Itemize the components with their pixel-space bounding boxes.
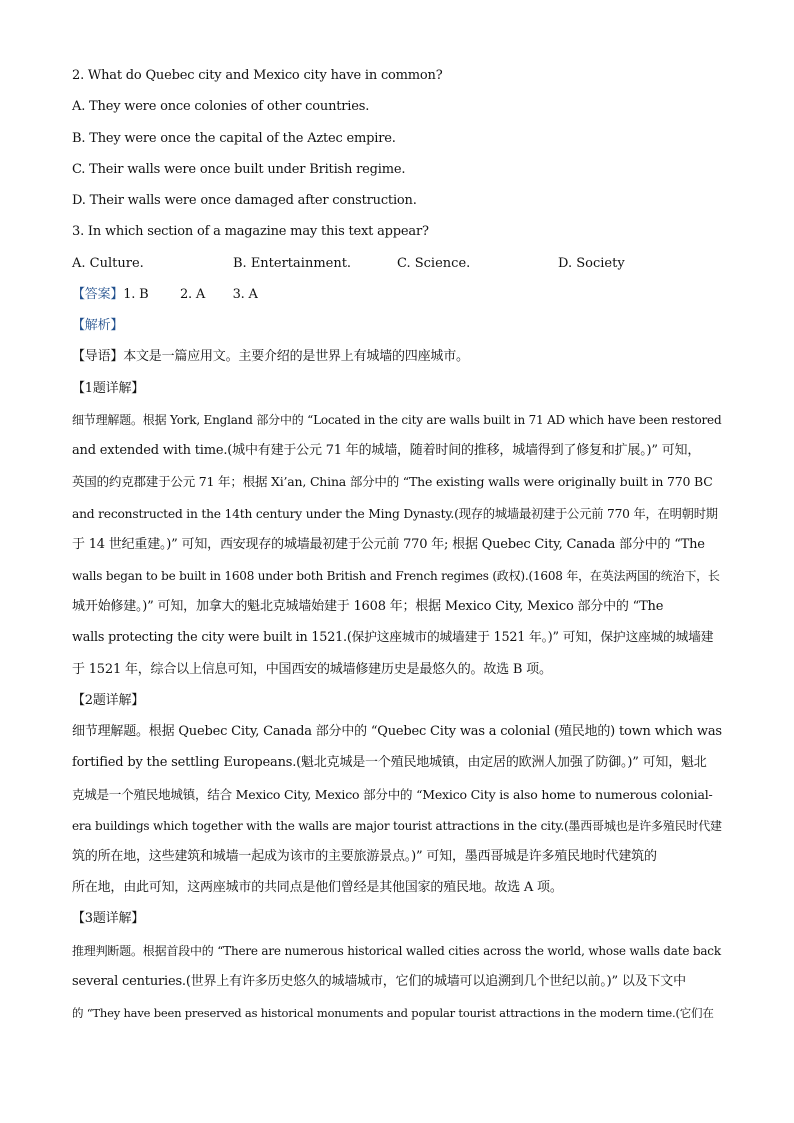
answer-text: 1. B 2. A 3. A: [123, 287, 258, 302]
detail-2-line: fortified by the settling Europeans.(魁北克城是一个殖民地城镇，由定居的欧洲人加强了防御。)” 可知，魁北: [72, 755, 707, 770]
question-3-option-c: C. Science.: [397, 256, 471, 271]
question-3-option-d: D. Society: [558, 256, 625, 271]
detail-1-line: 城开始修建。)” 可知，加拿大的魁北克城墙始建于 1608 年；根据 Mexico City, Mexico 部分中的 “The: [72, 599, 664, 614]
question-3-options: [72, 255, 724, 273]
analysis-label-text: 【解析】: [72, 318, 124, 333]
detail-1-line: 于 14 世纪重建。)” 可知，西安现存的城墙最初建于公元前 770 年; 根据 Quebec City, Canada 部分中的 “The: [72, 537, 705, 552]
detail-2-line: 细节理解题。根据 Quebec City, Canada 部分中的 “Quebec City was a colonial (殖民地的) town which was: [72, 724, 722, 739]
detail-1-heading: 【1题详解】: [72, 381, 145, 396]
detail-1-line: 细节理解题。根据 York, England 部分中的 “Located in the city are walls built in 71 AD which have been restored: [72, 413, 722, 427]
detail-3-line: 推理判断题。根据首段中的 “There are numerous historical walled cities across the world, whose walls date back: [72, 944, 721, 958]
analysis-label: [72, 317, 724, 335]
question-2-stem: 2. What do Quebec city and Mexico city have in common?: [72, 68, 443, 83]
detail-2-line: 克城是一个殖民地城镇，结合 Mexico City, Mexico 部分中的 “Mexico City is also home to numerous colonial-: [72, 787, 713, 802]
detail-3-heading: 【3题详解】: [72, 911, 145, 926]
question-3-stem: 3. In which section of a magazine may this text appear?: [72, 224, 429, 239]
detail-1-line: walls began to be built in 1608 under both British and French regimes (政权).(1608 年，在英法两国的统治下，长: [72, 569, 720, 583]
answer-label: 【答案】: [72, 287, 124, 302]
detail-1-line: 英国的约克郡建于公元 71 年；根据 Xi’an, China 部分中的 “The existing walls were originally built in 770 BC: [72, 474, 713, 489]
detail-3-line: several centuries.(世界上有许多历史悠久的城墙城市，它们的城墙可以追溯到几个世纪以前。)” 以及下文中: [72, 974, 686, 989]
detail-1-line: 于 1521 年，综合以上信息可知，中国西安的城墙修建历史是最悠久的。故选 B 项。: [72, 662, 552, 677]
question-3-option-a: A. Culture.: [72, 256, 144, 271]
question-2-option-a: A. They were once colonies of other countries.: [72, 99, 370, 114]
answer-line: [72, 286, 724, 304]
guide-line: [72, 348, 724, 366]
guide-label: 【导语】: [72, 349, 124, 364]
detail-1-line: walls protecting the city were built in 1521.(保护这座城市的城墙建于 1521 年。)” 可知，保护这座城的城墙建: [72, 630, 714, 645]
question-3-option-b: B. Entertainment.: [233, 256, 352, 271]
detail-2-line: 所在地，由此可知，这两座城市的共同点是他们曾经是其他国家的殖民地。故选 A 项。: [72, 880, 563, 895]
question-2-option-b: B. They were once the capital of the Aztec empire.: [72, 131, 396, 146]
question-2-option-c: C. Their walls were once built under British regime.: [72, 162, 406, 177]
detail-1-line: and reconstructed in the 14th century under the Ming Dynasty.(现存的城墙最初建于公元前 770 年，在明朝时期: [72, 507, 718, 521]
guide-text: 本文是一篇应用文。主要介绍的是世界上有城墙的四座城市。: [123, 349, 469, 364]
detail-1-line: and extended with time.(城中有建于公元 71 年的城墙，随着时间的推移，城墙得到了修复和扩展。)” 可知，: [72, 443, 701, 458]
detail-2-line: 筑的所在地，这些建筑和城墙一起成为该市的主要旅游景点。)” 可知，墨西哥城是许多殖民地时代建筑的: [72, 849, 657, 864]
detail-3-line: 的 “They have been preserved as historical monuments and popular tourist attractions in the modern time.(它们在: [72, 1006, 714, 1020]
detail-2-line: era buildings which together with the walls are major tourist attractions in the city.(墨西哥城也是许多殖民时代建: [72, 819, 722, 833]
question-2-option-d: D. Their walls were once damaged after construction.: [72, 193, 417, 208]
detail-2-heading: 【2题详解】: [72, 693, 145, 708]
